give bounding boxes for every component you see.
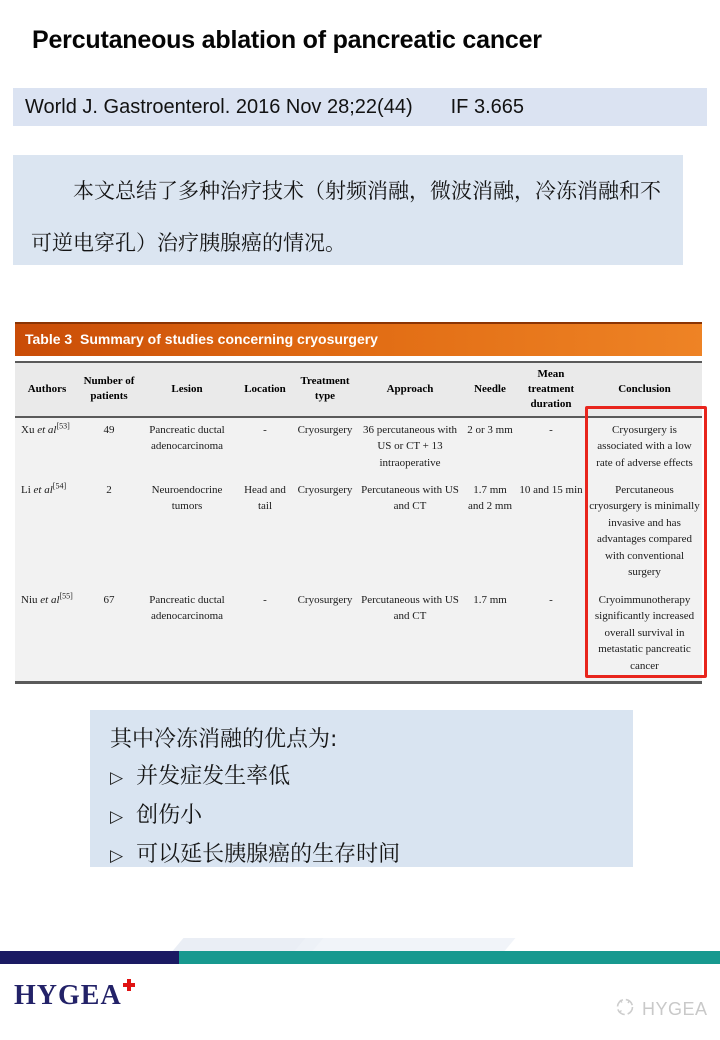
arrow-bullet-icon: ▷ (110, 768, 124, 788)
cell-patients: 49 (103, 423, 115, 436)
journal-citation-bar (13, 88, 707, 126)
col-header-treatment: Treatment type (300, 375, 350, 403)
cell-lesion: Pancreatic ductal adenocarcinoma (149, 423, 225, 453)
table-body (15, 418, 702, 684)
cell-approach: Percutaneous with US and CT (361, 483, 459, 513)
col-header-needle: Needle (474, 382, 506, 395)
col-header-lesion: Lesion (171, 382, 203, 395)
cell-authors (15, 418, 79, 478)
cell-duration: - (549, 593, 553, 606)
cell-approach: 36 percutaneous with US or CT + 13 intraoperative (362, 423, 458, 469)
cell-patients: 2 (106, 483, 112, 496)
author-etal: et al (37, 423, 57, 436)
cell-location: - (263, 593, 267, 606)
hygea-logo-text: HYGEA (14, 980, 122, 1011)
advantage-item (110, 797, 613, 836)
table-header-row (15, 361, 702, 418)
footer-bar-navy (0, 951, 179, 964)
cell-conclusion: Cryoimmunotherapy significantly increased overall survival in metastatic pancreatic cancer (594, 593, 695, 672)
advantage-item (110, 836, 613, 875)
cell-duration: - (549, 423, 553, 436)
cell-needle: 1.7 mm and 2 mm (468, 483, 512, 513)
col-header-patients: Number of patients (83, 375, 135, 403)
author-etal: et al (33, 483, 53, 496)
advantages-box (90, 710, 633, 867)
cell-authors (15, 588, 79, 681)
hygea-watermark-text: HYGEA (642, 999, 708, 1019)
summary-box (13, 155, 683, 265)
advantage-item (110, 758, 613, 797)
reference-number: [53] (56, 420, 70, 430)
advantage-text: 创伤小 (136, 803, 203, 828)
cell-treatment: Cryosurgery (297, 483, 353, 496)
cell-needle: 1.7 mm (473, 593, 507, 606)
footer-bar-teal (179, 951, 720, 964)
author-etal: et al (40, 593, 60, 606)
page-title: Percutaneous ablation of pancreatic cancer (32, 26, 542, 54)
table-row (15, 418, 702, 478)
advantage-text: 并发症发生率低 (136, 764, 291, 789)
col-header-conclusion: Conclusion (618, 382, 671, 395)
cell-location: - (263, 423, 267, 436)
advantages-heading: 其中冷冻消融的优点为: (110, 727, 338, 752)
study-table (15, 322, 702, 684)
hygea-logo (14, 979, 135, 1012)
cell-location: Head and tail (244, 483, 286, 513)
cell-duration: 10 and 15 min (519, 483, 583, 496)
hygea-watermark-icon (614, 996, 636, 1023)
red-cross-icon (123, 979, 135, 991)
cell-lesion: Pancreatic ductal adenocarcinoma (149, 593, 225, 623)
cell-authors (15, 478, 79, 588)
author-name: Xu (21, 423, 35, 436)
table-row (15, 588, 702, 681)
author-name: Li (21, 483, 31, 496)
cell-patients: 67 (103, 593, 115, 606)
impact-factor: IF 3.665 (450, 95, 524, 118)
table-caption: Table 3 Summary of studies concerning cryosurgery (15, 322, 702, 356)
reference-number: [55] (59, 590, 73, 600)
summary-text: 本文总结了多种治疗技术（射频消融，微波消融，冷冻消融和不可逆电穿孔）治疗胰腺癌的情况。 (31, 179, 661, 255)
col-header-duration: Mean treatment duration (527, 368, 575, 410)
hygea-watermark (614, 996, 708, 1023)
col-header-approach: Approach (386, 382, 434, 395)
cell-needle: 2 or 3 mm (467, 423, 513, 436)
cell-approach: Percutaneous with US and CT (361, 593, 459, 623)
table-row (15, 478, 702, 588)
col-header-location: Location (244, 382, 286, 395)
journal-citation: World J. Gastroenterol. 2016 Nov 28;22(44) (25, 95, 413, 118)
advantage-text: 可以延长胰腺癌的生存时间 (136, 842, 401, 867)
arrow-bullet-icon: ▷ (110, 846, 124, 866)
col-header-authors: Authors (27, 382, 67, 395)
arrow-bullet-icon: ▷ (110, 807, 124, 827)
cell-conclusion: Cryosurgery is associated with a low rate of adverse effects (596, 423, 693, 469)
author-name: Niu (21, 593, 38, 606)
cell-treatment: Cryosurgery (297, 593, 353, 606)
reference-number: [54] (52, 480, 67, 490)
footer-swoosh-decoration (295, 938, 516, 951)
cell-treatment: Cryosurgery (297, 423, 353, 436)
cell-conclusion: Percutaneous cryosurgery is minimally invasive and has advantages compared with conventional surgery (589, 483, 700, 579)
cell-lesion: Neuroendocrine tumors (151, 483, 223, 513)
